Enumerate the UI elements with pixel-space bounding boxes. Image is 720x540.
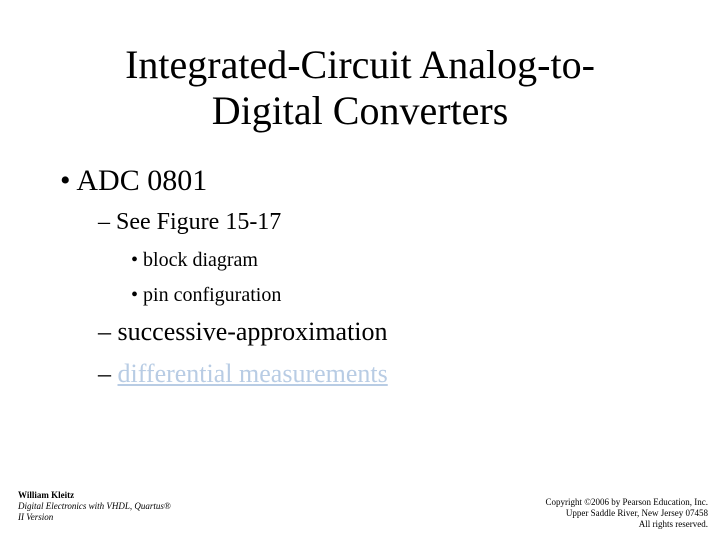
bullet-marker: • — [131, 249, 139, 271]
footer-book-title-line-2: II Version — [18, 512, 54, 522]
footer-author: William Kleitz — [18, 490, 75, 500]
copyright-line-1: Copyright ©2006 by Pearson Education, Inc. — [545, 497, 708, 507]
dash-marker: – — [98, 317, 111, 346]
copyright-line-3: All rights reserved. — [638, 519, 708, 529]
bullet-text: pin configuration — [143, 284, 282, 306]
dash-marker: – — [98, 359, 111, 388]
bullet-text: block diagram — [143, 249, 258, 271]
bullet-text: See Figure 15-17 — [116, 209, 282, 235]
differential-measurements-link[interactable]: differential measurements — [117, 359, 388, 388]
sub-sub-bullet-block-diagram — [131, 247, 258, 273]
dash-marker: – — [98, 209, 110, 235]
footer-copyright — [408, 497, 708, 530]
bullet-item-adc — [60, 163, 207, 199]
sub-bullet-differential-measurements — [98, 358, 388, 390]
sub-bullet-see-figure — [98, 207, 281, 237]
bullet-text: ADC 0801 — [76, 164, 208, 197]
bullet-text: successive-approximation — [117, 317, 388, 346]
sub-bullet-successive-approximation — [98, 316, 388, 348]
bullet-marker: • — [131, 284, 139, 306]
sub-sub-bullet-pin-configuration — [131, 282, 281, 308]
slide-title-line-1: Integrated-Circuit Analog-to- — [125, 42, 595, 87]
copyright-line-2: Upper Saddle River, New Jersey 07458 — [565, 508, 708, 518]
footer-book-title-line-1: Digital Electronics with VHDL, Quartus® — [18, 501, 171, 511]
slide-title-line-2: Digital Converters — [211, 88, 509, 133]
footer-book-info — [18, 490, 278, 523]
bullet-marker: • — [60, 164, 71, 197]
